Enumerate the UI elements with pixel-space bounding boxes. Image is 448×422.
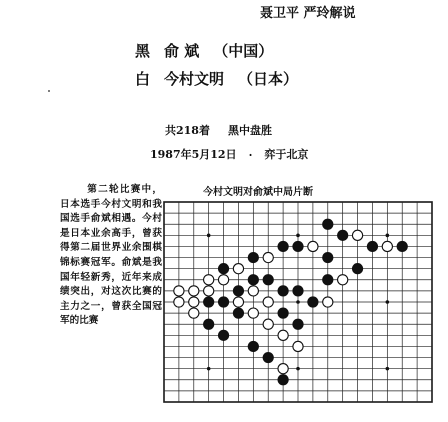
diagram-title: 今村文明对俞斌中局片断	[203, 187, 313, 198]
white-stone	[174, 297, 184, 307]
white-stone	[174, 286, 184, 296]
white-stone	[263, 297, 273, 307]
black-stone	[293, 319, 303, 329]
white-stone	[189, 297, 199, 307]
black-stone	[204, 297, 214, 307]
black-stone	[204, 319, 214, 329]
black-stone	[278, 241, 288, 251]
white-stone	[263, 252, 273, 262]
speck-mark	[48, 90, 50, 92]
black-stone	[233, 308, 243, 318]
black-stone	[278, 375, 288, 385]
black-player-line	[135, 40, 273, 61]
star-point	[296, 300, 300, 304]
star-point	[296, 367, 300, 371]
black-stone	[248, 252, 258, 262]
black-stone	[338, 230, 348, 240]
black-stone	[323, 252, 333, 262]
total-moves: 共218着	[165, 124, 210, 137]
black-stone	[308, 297, 318, 307]
star-point	[386, 367, 390, 371]
white-stone	[352, 230, 362, 240]
white-stone	[218, 275, 228, 285]
white-stone	[323, 297, 333, 307]
black-stone	[397, 241, 407, 251]
go-board-svg	[160, 198, 436, 406]
black-stone	[293, 241, 303, 251]
game-place: 弈于北京	[264, 148, 309, 161]
black-stone	[367, 241, 377, 251]
black-stone	[352, 264, 362, 274]
game-summary	[165, 122, 272, 138]
white-label: 白	[135, 70, 151, 88]
white-player-line	[135, 68, 298, 89]
black-stone	[248, 275, 258, 285]
white-stone	[248, 308, 258, 318]
article-body	[60, 183, 162, 329]
black-stone	[323, 275, 333, 285]
white-stone	[382, 241, 392, 251]
white-stone	[278, 330, 288, 340]
white-stone	[204, 275, 214, 285]
black-stone	[248, 341, 258, 351]
white-stone	[278, 364, 288, 374]
white-stone	[204, 286, 214, 296]
star-point	[296, 234, 300, 238]
star-point	[386, 234, 390, 238]
black-player-country: （中国）	[213, 42, 274, 60]
black-stone	[218, 330, 228, 340]
white-player-name: 今村文明	[164, 70, 225, 88]
black-stone	[263, 352, 273, 362]
white-stone	[189, 308, 199, 318]
white-stone	[308, 241, 318, 251]
star-point	[207, 367, 211, 371]
black-stone	[218, 264, 228, 274]
white-stone	[233, 264, 243, 274]
star-point	[207, 234, 211, 238]
white-stone	[263, 319, 273, 329]
game-separator: .	[248, 146, 253, 159]
white-stone	[248, 286, 258, 296]
black-stone	[278, 286, 288, 296]
white-stone	[189, 286, 199, 296]
black-stone	[278, 308, 288, 318]
black-stone	[263, 275, 273, 285]
white-stone	[338, 275, 348, 285]
go-board	[160, 198, 436, 406]
black-stone	[323, 219, 333, 229]
game-result: 黑中盘胜	[227, 124, 272, 137]
black-stone	[233, 286, 243, 296]
game-date: 1987年5月12日	[150, 148, 237, 161]
white-player-country: （日本）	[238, 70, 299, 88]
commentary-credit: 聂卫平 严玲解说	[260, 6, 356, 21]
black-label: 黑	[135, 42, 151, 60]
black-player-name: 俞 斌	[164, 42, 200, 60]
game-date-place	[150, 146, 308, 162]
black-stone	[293, 286, 303, 296]
star-point	[386, 300, 390, 304]
white-stone	[233, 297, 243, 307]
white-stone	[293, 341, 303, 351]
article-paragraph: 第二轮比赛中，日本选手今村文明和我国选手俞斌相遇。今村是日本业余高手，曾获得第二届世界业余围棋锦标赛冠军。俞斌是我国年轻新秀，近年来成绩突出，对这次比赛的主力之一，曾获全国冠军的比赛	[60, 184, 162, 327]
black-stone	[218, 297, 228, 307]
